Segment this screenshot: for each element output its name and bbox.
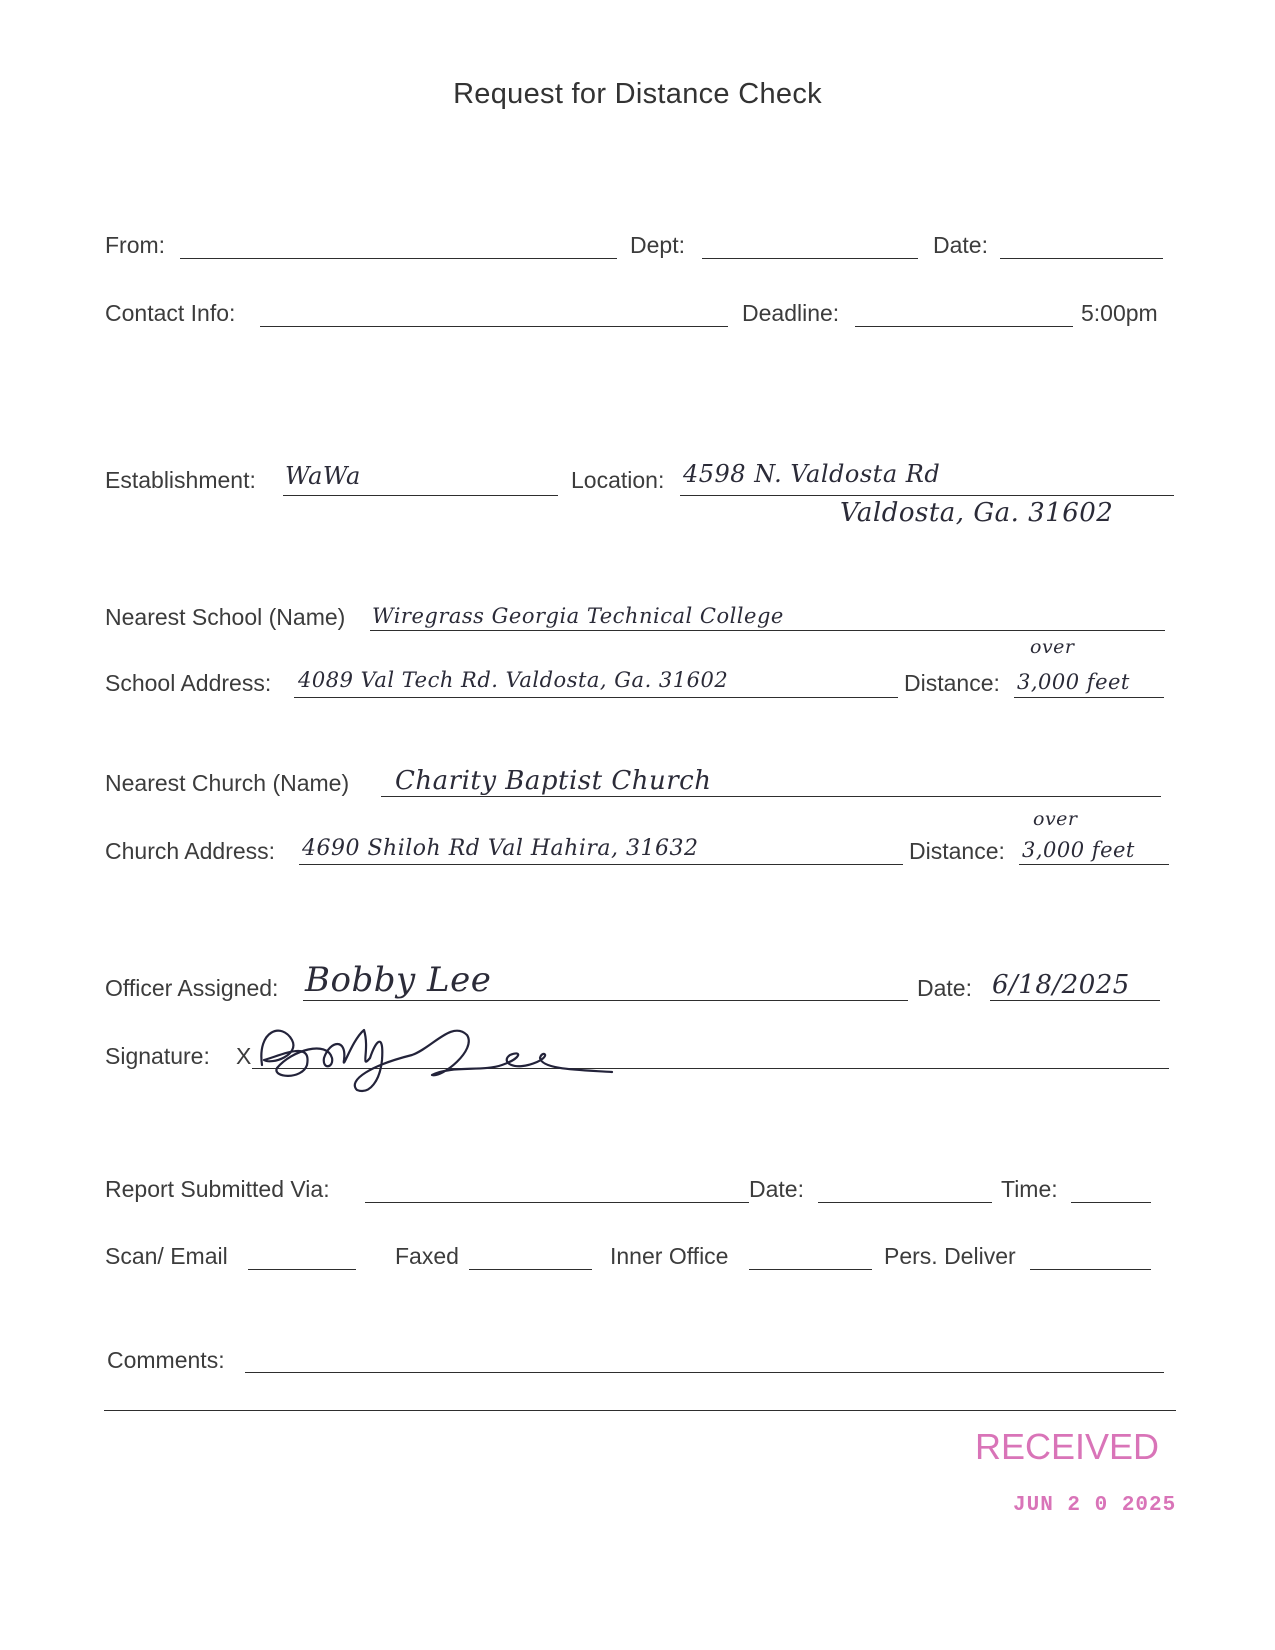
received-stamp: RECEIVED <box>975 1426 1160 1467</box>
school-name-label: Nearest School (Name) <box>105 604 346 630</box>
signature-prefix: X <box>236 1043 252 1069</box>
pers-deliver-field[interactable] <box>1030 1269 1151 1270</box>
deadline-field[interactable] <box>855 326 1073 327</box>
establishment-value: WaWa <box>285 462 361 490</box>
from-label: From: <box>105 232 166 258</box>
establishment-field[interactable] <box>283 495 558 496</box>
deadline-label: Deadline: <box>742 300 840 326</box>
inner-office-label: Inner Office <box>610 1243 729 1269</box>
church-distance-label: Distance: <box>909 838 1005 864</box>
signature-scribble <box>252 1010 632 1100</box>
page-title: Request for Distance Check <box>453 78 822 110</box>
report-submitted-field[interactable] <box>365 1202 749 1203</box>
location-line2: Valdosta, Ga. 31602 <box>840 498 1114 528</box>
comments-label: Comments: <box>107 1347 225 1373</box>
report-time-field[interactable] <box>1071 1202 1151 1203</box>
location-label: Location: <box>571 467 665 493</box>
deadline-time: 5:00pm <box>1081 300 1158 326</box>
officer-date-field[interactable] <box>990 1000 1160 1001</box>
church-name-value: Charity Baptist Church <box>395 766 712 796</box>
faxed-label: Faxed <box>395 1243 459 1269</box>
contact-info-field[interactable] <box>260 326 728 327</box>
signature-label: Signature: <box>105 1043 210 1069</box>
request-date-field[interactable] <box>1000 258 1163 259</box>
faxed-field[interactable] <box>469 1269 592 1270</box>
officer-date-value: 6/18/2025 <box>992 970 1130 1000</box>
school-distance-value: 3,000 feet <box>1017 670 1130 694</box>
church-address-value: 4690 Shiloh Rd Val Hahira, 31632 <box>302 836 699 861</box>
church-distance-value: 3,000 feet <box>1022 838 1135 862</box>
school-distance-label: Distance: <box>904 670 1000 696</box>
school-name-field[interactable] <box>370 630 1165 631</box>
dept-label: Dept: <box>630 232 685 258</box>
from-field[interactable] <box>180 258 617 259</box>
pers-deliver-label: Pers. Deliver <box>884 1243 1016 1269</box>
scan-email-field[interactable] <box>248 1269 356 1270</box>
officer-date-label: Date: <box>917 975 972 1001</box>
officer-assigned-label: Officer Assigned: <box>105 975 279 1001</box>
church-address-field[interactable] <box>299 864 903 865</box>
school-distance-field[interactable] <box>1014 697 1164 698</box>
scan-email-label: Scan/ Email <box>105 1243 228 1269</box>
church-distance-note: over <box>1033 808 1078 830</box>
church-distance-field[interactable] <box>1019 864 1169 865</box>
church-name-label: Nearest Church (Name) <box>105 770 350 796</box>
officer-assigned-value: Bobby Lee <box>305 960 492 1000</box>
contact-info-label: Contact Info: <box>105 300 236 326</box>
school-address-value: 4089 Val Tech Rd. Valdosta, Ga. 31602 <box>298 668 729 692</box>
school-name-value: Wiregrass Georgia Technical College <box>372 604 784 628</box>
received-stamp-date: JUN 2 0 2025 <box>1013 1494 1177 1517</box>
request-date-label: Date: <box>933 232 988 258</box>
dept-field[interactable] <box>702 258 918 259</box>
inner-office-field[interactable] <box>749 1269 872 1270</box>
church-name-field[interactable] <box>381 796 1161 797</box>
church-address-label: Church Address: <box>105 838 276 864</box>
report-time-label: Time: <box>1001 1176 1058 1202</box>
school-distance-note: over <box>1030 636 1075 658</box>
report-submitted-label: Report Submitted Via: <box>105 1176 330 1202</box>
location-field[interactable] <box>680 495 1174 496</box>
report-date-label: Date: <box>749 1176 804 1202</box>
report-date-field[interactable] <box>818 1202 992 1203</box>
school-address-field[interactable] <box>294 697 898 698</box>
comments-field-line2[interactable] <box>104 1410 1176 1411</box>
officer-assigned-field[interactable] <box>303 1000 908 1001</box>
school-address-label: School Address: <box>105 670 272 696</box>
comments-field-line1[interactable] <box>245 1372 1164 1373</box>
establishment-label: Establishment: <box>105 467 256 493</box>
location-line1: 4598 N. Valdosta Rd <box>683 460 941 488</box>
